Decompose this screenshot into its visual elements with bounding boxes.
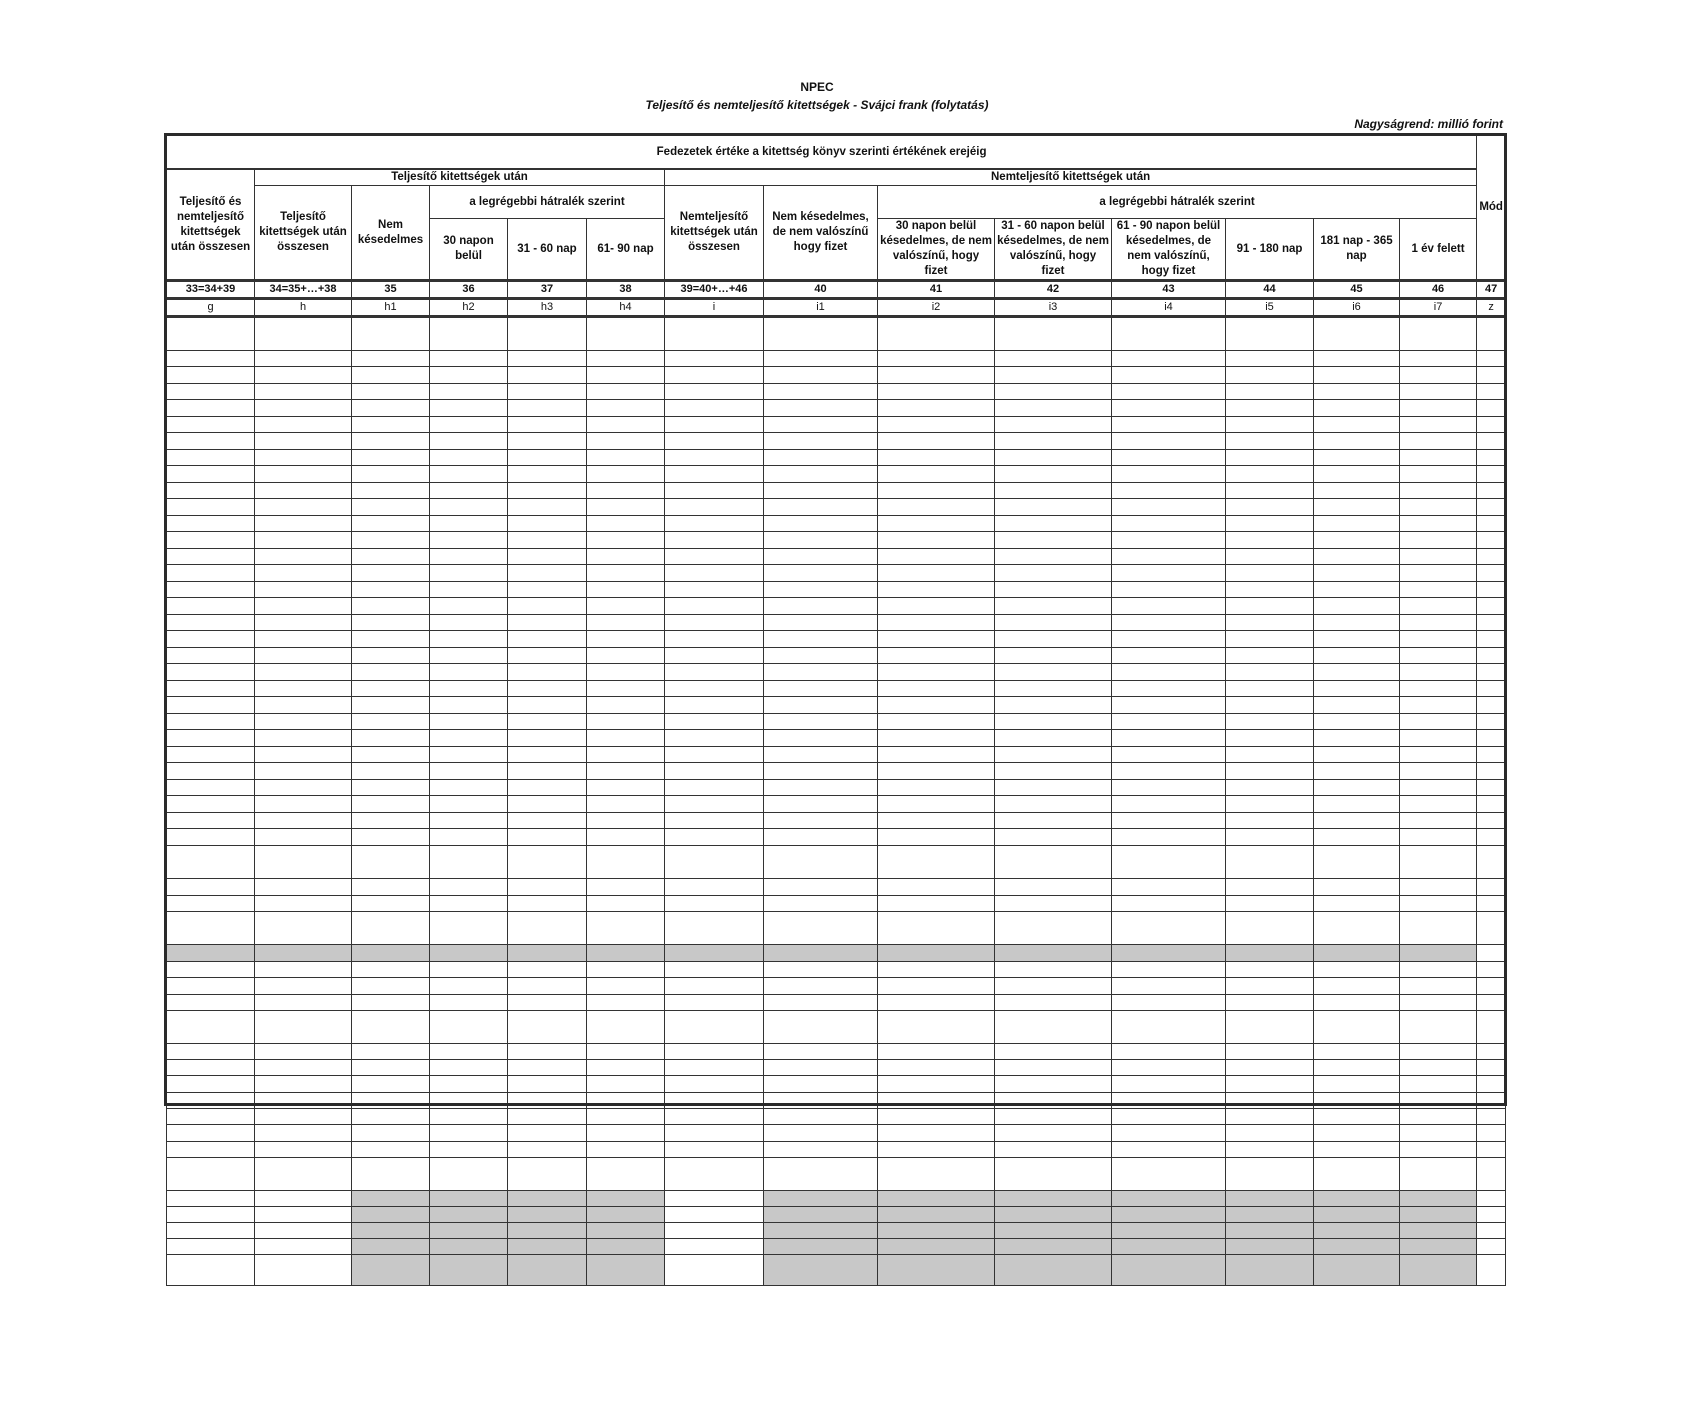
table-cell[interactable] <box>255 1223 352 1239</box>
table-cell[interactable] <box>995 1158 1112 1191</box>
collateral-header: Fedezetek értéke a kitettség könyv szerinti értékének erejéig <box>167 136 1477 170</box>
table-cell[interactable] <box>255 1125 352 1142</box>
table-cell[interactable] <box>430 1223 508 1239</box>
np-91-180-header: 91 - 180 nap <box>1226 219 1314 281</box>
table-cell[interactable] <box>167 1239 255 1255</box>
table-cell[interactable] <box>352 1239 430 1255</box>
table-cell[interactable] <box>352 1255 430 1286</box>
table-cell[interactable] <box>1226 1158 1314 1191</box>
table-cell[interactable] <box>1400 1255 1477 1286</box>
table-cell[interactable] <box>1400 1125 1477 1142</box>
table-cell[interactable] <box>1400 1158 1477 1191</box>
table-cell[interactable] <box>587 1158 665 1191</box>
column-number-cell: 47 <box>1477 281 1506 299</box>
table-cell[interactable] <box>995 1255 1112 1286</box>
table-cell[interactable] <box>1314 1239 1400 1255</box>
p-30-header: 30 napon belül <box>430 219 508 281</box>
table-cell[interactable] <box>878 1207 995 1223</box>
table-cell[interactable] <box>167 1255 255 1286</box>
table-cell[interactable] <box>508 1255 587 1286</box>
nonperforming-arrears-header: a legrégebbi hátralék szerint <box>878 186 1477 219</box>
table-cell[interactable] <box>587 1223 665 1239</box>
table-cell[interactable] <box>1400 1207 1477 1223</box>
table-cell[interactable] <box>352 1207 430 1223</box>
np-31-60-header: 31 - 60 napon belül késedelmes, de nem valószínű, hogy fizet <box>995 219 1112 281</box>
table-row <box>167 1125 1506 1142</box>
table-cell[interactable] <box>1226 1109 1314 1125</box>
performing-total-header: Teljesítő kitettségek után összesen <box>255 186 352 281</box>
column-code-cell: i6 <box>1314 299 1400 317</box>
table-cell[interactable] <box>167 1191 255 1207</box>
column-number-cell: 33=34+39 <box>167 281 255 299</box>
table-cell[interactable] <box>1477 1109 1506 1125</box>
table-cell[interactable] <box>1477 1142 1506 1158</box>
table-cell[interactable] <box>1226 1125 1314 1142</box>
table-cell[interactable] <box>1400 1109 1477 1125</box>
table-cell[interactable] <box>508 1109 587 1125</box>
table-cell[interactable] <box>167 1109 255 1125</box>
table-cell[interactable] <box>764 1109 878 1125</box>
column-number-cell: 34=35+…+38 <box>255 281 352 299</box>
table-cell[interactable] <box>430 1158 508 1191</box>
table-cell[interactable] <box>430 1109 508 1125</box>
column-code-cell: i7 <box>1400 299 1477 317</box>
column-number-cell: 39=40+…+46 <box>665 281 764 299</box>
column-number-cell: 36 <box>430 281 508 299</box>
table-cell[interactable] <box>1314 1207 1400 1223</box>
np-not-overdue-header: Nem késedelmes, de nem valószínű hogy fizet <box>764 186 878 281</box>
table-cell[interactable] <box>1226 1255 1314 1286</box>
table-row <box>167 1223 1506 1239</box>
table-cell[interactable] <box>878 1142 995 1158</box>
table-cell[interactable] <box>508 1142 587 1158</box>
table-cell[interactable] <box>878 1125 995 1142</box>
table-cell[interactable] <box>1314 1255 1400 1286</box>
column-number-cell: 35 <box>352 281 430 299</box>
table-cell[interactable] <box>1112 1207 1226 1223</box>
table-cell[interactable] <box>1112 1109 1226 1125</box>
not-overdue-header: Nem késedelmes <box>352 186 430 281</box>
column-code-cell: i2 <box>878 299 995 317</box>
table-row <box>167 1109 1506 1125</box>
table-cell[interactable] <box>764 1239 878 1255</box>
table-cell[interactable] <box>665 1255 764 1286</box>
table-cell[interactable] <box>255 1191 352 1207</box>
column-number-cell: 41 <box>878 281 995 299</box>
table-cell[interactable] <box>430 1191 508 1207</box>
table-cell[interactable] <box>1314 1109 1400 1125</box>
table-cell[interactable] <box>995 1109 1112 1125</box>
table-cell[interactable] <box>255 1158 352 1191</box>
table-row <box>167 1158 1506 1191</box>
column-code-cell: h2 <box>430 299 508 317</box>
table-cell[interactable] <box>1400 1142 1477 1158</box>
mod-header: Mód <box>1477 136 1506 281</box>
table-cell[interactable] <box>1314 1125 1400 1142</box>
table-cell[interactable] <box>665 1125 764 1142</box>
np-61-90-header: 61 - 90 napon belül késedelmes, de nem valószínű, hogy fizet <box>1112 219 1226 281</box>
table-row <box>167 1191 1506 1207</box>
column-code-cell: z <box>1477 299 1506 317</box>
table-cell[interactable] <box>764 1255 878 1286</box>
performing-group-header: Teljesítő kitettségek után <box>255 169 665 186</box>
column-code-cell: h <box>255 299 352 317</box>
column-code-cell: i3 <box>995 299 1112 317</box>
table-cell[interactable] <box>430 1239 508 1255</box>
table-cell[interactable] <box>508 1125 587 1142</box>
table-cell[interactable] <box>1226 1239 1314 1255</box>
table-row <box>167 1255 1506 1286</box>
nonperforming-group-header: Nemteljesítő kitettségek után <box>665 169 1477 186</box>
table-cell[interactable] <box>508 1223 587 1239</box>
column-number-cell: 45 <box>1314 281 1400 299</box>
table-cell[interactable] <box>995 1142 1112 1158</box>
table-cell[interactable] <box>255 1142 352 1158</box>
table-cell[interactable] <box>430 1142 508 1158</box>
table-cell[interactable] <box>352 1191 430 1207</box>
nonperforming-total-header: Nemteljesítő kitettségek után összesen <box>665 186 764 281</box>
table-cell[interactable] <box>1400 1239 1477 1255</box>
table-cell[interactable] <box>1400 1223 1477 1239</box>
table-cell[interactable] <box>255 1255 352 1286</box>
column-code-cell: h3 <box>508 299 587 317</box>
table-cell[interactable] <box>167 1142 255 1158</box>
table-cell[interactable] <box>1400 1191 1477 1207</box>
p-61-90-header: 61- 90 nap <box>587 219 665 281</box>
table-cell[interactable] <box>352 1125 430 1142</box>
table-cell[interactable] <box>352 1158 430 1191</box>
table-cell[interactable] <box>1226 1142 1314 1158</box>
table-cell[interactable] <box>665 1207 764 1223</box>
table-cell[interactable] <box>508 1191 587 1207</box>
column-code-cell: i5 <box>1226 299 1314 317</box>
table-cell[interactable] <box>1226 1191 1314 1207</box>
table-cell[interactable] <box>587 1191 665 1207</box>
table-cell[interactable] <box>508 1239 587 1255</box>
table-cell[interactable] <box>352 1142 430 1158</box>
total-header: Teljesítő és nemteljesítő kitettségek után összesen <box>167 169 255 281</box>
table-cell[interactable] <box>255 1207 352 1223</box>
table-cell[interactable] <box>1112 1239 1226 1255</box>
column-number-cell: 38 <box>587 281 665 299</box>
table-cell[interactable] <box>1226 1223 1314 1239</box>
table-cell[interactable] <box>167 1207 255 1223</box>
table-cell[interactable] <box>995 1223 1112 1239</box>
table-cell[interactable] <box>430 1207 508 1223</box>
table-cell[interactable] <box>587 1239 665 1255</box>
column-number-cell: 42 <box>995 281 1112 299</box>
column-number-cell: 40 <box>764 281 878 299</box>
table-cell[interactable] <box>255 1239 352 1255</box>
table-cell[interactable] <box>255 1109 352 1125</box>
table-cell[interactable] <box>764 1125 878 1142</box>
column-number-cell: 44 <box>1226 281 1314 299</box>
table-cell[interactable] <box>995 1191 1112 1207</box>
table-cell[interactable] <box>665 1142 764 1158</box>
table-cell[interactable] <box>1112 1142 1226 1158</box>
table-cell[interactable] <box>1314 1191 1400 1207</box>
table-cell[interactable] <box>878 1158 995 1191</box>
table-cell[interactable] <box>665 1109 764 1125</box>
table-cell[interactable] <box>764 1158 878 1191</box>
table-cell[interactable] <box>508 1207 587 1223</box>
table-cell[interactable] <box>167 1125 255 1142</box>
table-cell[interactable] <box>1112 1158 1226 1191</box>
table-cell[interactable] <box>764 1207 878 1223</box>
column-code-cell: h1 <box>352 299 430 317</box>
table-cell[interactable] <box>665 1239 764 1255</box>
table-cell[interactable] <box>167 1158 255 1191</box>
table-cell[interactable] <box>587 1255 665 1286</box>
page-title: NPEC <box>800 80 834 94</box>
table-cell[interactable] <box>1112 1255 1226 1286</box>
table-cell[interactable] <box>430 1125 508 1142</box>
column-code-cell: i <box>665 299 764 317</box>
table-cell[interactable] <box>878 1223 995 1239</box>
table-cell[interactable] <box>665 1158 764 1191</box>
np-181-365-header: 181 nap - 365 nap <box>1314 219 1400 281</box>
table-cell[interactable] <box>430 1255 508 1286</box>
table-row <box>167 1207 1506 1223</box>
np-1y-header: 1 év felett <box>1400 219 1477 281</box>
table-cell[interactable] <box>1314 1158 1400 1191</box>
table-cell[interactable] <box>1477 1255 1506 1286</box>
table-cell[interactable] <box>665 1191 764 1207</box>
table-cell[interactable] <box>1477 1158 1506 1191</box>
table-cell[interactable] <box>1314 1142 1400 1158</box>
table-cell[interactable] <box>352 1223 430 1239</box>
unit-label: Nagyságrend: millió forint <box>1354 117 1503 131</box>
np-30-header: 30 napon belül késedelmes, de nem valószínű, hogy fizet <box>878 219 995 281</box>
table-cell[interactable] <box>764 1191 878 1207</box>
table-cell[interactable] <box>1112 1191 1226 1207</box>
table-cell[interactable] <box>508 1158 587 1191</box>
table-cell[interactable] <box>995 1239 1112 1255</box>
table-cell[interactable] <box>995 1125 1112 1142</box>
table-cell[interactable] <box>352 1109 430 1125</box>
column-number-cell: 46 <box>1400 281 1477 299</box>
table-cell[interactable] <box>878 1191 995 1207</box>
table-cell[interactable] <box>587 1207 665 1223</box>
table-cell[interactable] <box>587 1142 665 1158</box>
table-cell[interactable] <box>995 1207 1112 1223</box>
table-cell[interactable] <box>878 1239 995 1255</box>
column-number-cell: 43 <box>1112 281 1226 299</box>
table-cell[interactable] <box>1477 1207 1506 1223</box>
table-frame <box>164 133 1507 1106</box>
table-cell[interactable] <box>764 1142 878 1158</box>
table-cell[interactable] <box>587 1125 665 1142</box>
table-cell[interactable] <box>1112 1223 1226 1239</box>
table-cell[interactable] <box>1477 1239 1506 1255</box>
table-cell[interactable] <box>587 1109 665 1125</box>
table-cell[interactable] <box>878 1255 995 1286</box>
table-cell[interactable] <box>1477 1125 1506 1142</box>
table-cell[interactable] <box>1112 1125 1226 1142</box>
table-row <box>167 1239 1506 1255</box>
table-cell[interactable] <box>665 1223 764 1239</box>
table-cell[interactable] <box>1314 1223 1400 1239</box>
table-cell[interactable] <box>167 1223 255 1239</box>
table-cell[interactable] <box>878 1109 995 1125</box>
table-row <box>167 1142 1506 1158</box>
table-cell[interactable] <box>1477 1223 1506 1239</box>
p-31-60-header: 31 - 60 nap <box>508 219 587 281</box>
page-subtitle: Teljesítő és nemteljesítő kitettségek - Svájci frank (folytatás) <box>645 98 989 112</box>
table-cell[interactable] <box>1477 1191 1506 1207</box>
table-cell[interactable] <box>1226 1207 1314 1223</box>
column-code-cell: i1 <box>764 299 878 317</box>
column-code-cell: h4 <box>587 299 665 317</box>
column-code-cell: i4 <box>1112 299 1226 317</box>
column-code-cell: g <box>167 299 255 317</box>
column-number-cell: 37 <box>508 281 587 299</box>
performing-arrears-header: a legrégebbi hátralék szerint <box>430 186 665 219</box>
table-cell[interactable] <box>764 1223 878 1239</box>
